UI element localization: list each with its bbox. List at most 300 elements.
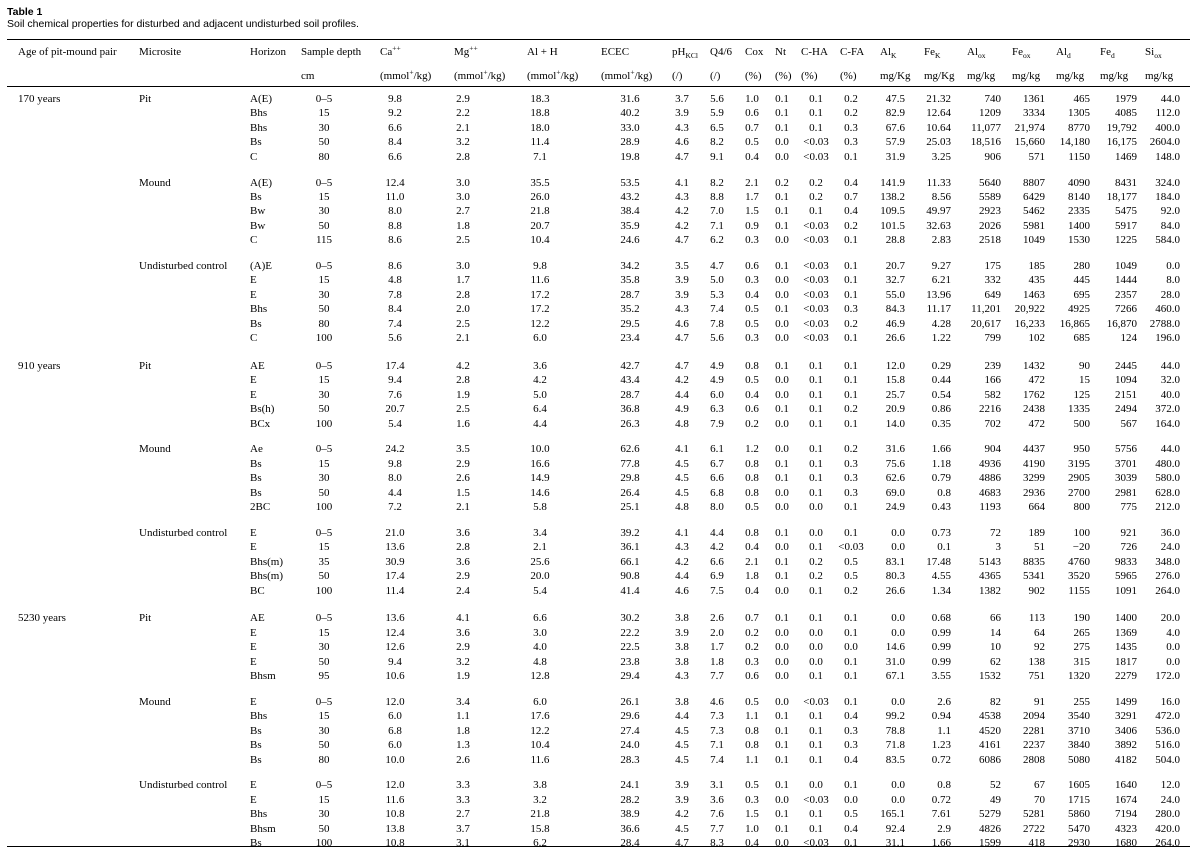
table-cell: 2281 [1023, 724, 1045, 737]
table-cell: 0.1 [844, 501, 858, 513]
table-cell: 102 [1028, 332, 1045, 344]
table-cell: 0.5 [745, 303, 759, 316]
table-cell: 0.4 [844, 710, 858, 723]
table-cell: 4.8 [388, 274, 402, 287]
table-cell: 1.5 [745, 205, 759, 218]
table-cell: 99.2 [885, 710, 905, 723]
table-caption-block [7, 6, 359, 30]
column-unit [1056, 70, 1084, 82]
table-cell: 685 [1073, 332, 1090, 344]
table-cell: 0.2 [844, 107, 858, 120]
table-cell: 31.9 [885, 150, 905, 163]
table-cell: 2.1 [745, 176, 759, 189]
table-cell: 1463 [1023, 288, 1045, 301]
column-header-main: Al [880, 46, 891, 58]
table-cell: 35.2 [620, 303, 640, 316]
microsite-label: Pit [139, 93, 152, 105]
table-cell: 1382 [979, 584, 1001, 597]
table-cell: 372.0 [1155, 403, 1180, 416]
table-cell: 2.2 [456, 107, 470, 120]
table-cell: 3.55 [931, 670, 951, 682]
column-unit [924, 70, 955, 82]
table-cell: 0.0 [775, 486, 789, 499]
table-cell: 0.0 [775, 584, 789, 597]
column-unit-superscript: + [409, 67, 414, 77]
table-cell: −20 [1072, 541, 1090, 554]
table-cell: 0.6 [745, 403, 759, 416]
table-cell: 90.8 [620, 570, 640, 583]
column-header-subscript: ox [978, 51, 986, 61]
table-cell: 3.9 [675, 288, 689, 301]
column-unit-text: (/) [710, 70, 721, 82]
table-cell: 3.6 [456, 555, 470, 568]
column-header [672, 46, 698, 61]
column-header [840, 46, 864, 58]
table-cell: 4.9 [675, 403, 689, 416]
table-cell: 0.0 [775, 541, 789, 554]
table-cell: 0.0 [891, 779, 905, 792]
table-cell: 2.6 [937, 695, 951, 708]
table-cell: 7.7 [710, 822, 724, 835]
column-unit [672, 70, 682, 82]
table-cell: 8.0 [388, 205, 402, 218]
table-cell: 40.0 [1160, 388, 1180, 401]
table-cell: 23.4 [620, 332, 640, 344]
table-cell: 8835 [1023, 555, 1045, 568]
table-cell: 1.8 [456, 724, 470, 737]
header-microsite: Microsite [139, 46, 182, 58]
table-cell: 1155 [1068, 584, 1090, 597]
table-cell: 0.1 [844, 359, 858, 372]
table-cell: 0.86 [931, 403, 951, 416]
table-cell: 0.1 [775, 205, 789, 218]
table-cell: 1.5 [745, 808, 759, 821]
table-cell: 125 [1073, 388, 1090, 401]
column-unit-text: (%) [801, 70, 818, 82]
table-cell: 34.2 [620, 260, 640, 272]
table-cell: 4.4 [533, 417, 547, 430]
table-cell: 2216 [979, 403, 1001, 416]
table-cell: 10.8 [385, 837, 405, 849]
table-cell: 80 [318, 150, 330, 163]
horizon-cell: Bs(h) [250, 403, 275, 416]
table-cell: 0.5 [844, 808, 858, 821]
table-cell: 0.0 [809, 655, 823, 668]
table-cell: 1762 [1023, 388, 1045, 401]
table-cell: 4.8 [533, 655, 547, 668]
table-cell: 12.0 [885, 359, 905, 372]
table-cell: 7.4 [388, 317, 402, 330]
table-cell: 0.7 [844, 190, 858, 203]
column-unit-superscript: + [556, 67, 561, 77]
table-cell: 7.1 [710, 219, 724, 232]
table-cell: 50 [318, 219, 330, 232]
table-cell: 1.66 [931, 837, 951, 849]
table-cell: 6.6 [710, 472, 724, 485]
table-cell: 6086 [979, 753, 1001, 766]
table-cell: 0.0 [1166, 260, 1180, 272]
header-horizon: Horizon [250, 46, 287, 58]
table-cell: 239 [984, 359, 1001, 372]
table-cell: 4.3 [675, 541, 689, 554]
table-cell: 0.1 [844, 388, 858, 401]
table-cell: 799 [984, 332, 1001, 344]
table-cell: 0.3 [844, 486, 858, 499]
table-cell: 1.3 [456, 739, 470, 752]
table-cell: 23.8 [620, 655, 640, 668]
table-cell: 4.7 [675, 234, 689, 247]
table-cell: 2.9 [456, 570, 470, 583]
table-cell: 348.0 [1155, 555, 1180, 568]
table-cell: 1335 [1068, 403, 1090, 416]
table-cell: 4.6 [710, 695, 724, 708]
table-cell: 6.6 [710, 555, 724, 568]
table-cell: 775 [1120, 501, 1137, 513]
table-cell: 4.6 [675, 136, 689, 149]
microsite-label: Undisturbed control [139, 779, 228, 792]
table-cell: 418 [1028, 837, 1045, 849]
column-header-main: pH [672, 46, 686, 58]
table-cell: 0.44 [931, 374, 951, 387]
table-cell: 4.5 [675, 724, 689, 737]
table-cell: 1640 [1115, 779, 1137, 792]
table-cell: 460.0 [1155, 303, 1180, 316]
table-cell: 6.8 [388, 724, 402, 737]
table-cell: 5.6 [710, 332, 724, 344]
table-cell: 138 [1028, 655, 1045, 668]
table-cell: 0.1 [775, 260, 789, 272]
table-cell: 4.55 [931, 570, 951, 583]
table-cell: 0.29 [931, 359, 951, 372]
table-cell: 0–5 [315, 779, 333, 792]
table-cell: 16,175 [1106, 136, 1137, 149]
table-cell: 100 [1073, 526, 1090, 539]
table-cell: 62 [990, 655, 1001, 668]
table-cell: 1.8 [456, 219, 470, 232]
column-header-subscript: ox [1154, 51, 1162, 61]
table-cell: 0.1 [775, 93, 789, 105]
table-cell: 30 [318, 388, 330, 401]
horizon-cell: Bhs [250, 303, 268, 316]
table-cell: 0.0 [891, 695, 905, 708]
table-cell: 12.2 [530, 724, 550, 737]
table-cell: 0.1 [775, 359, 789, 372]
table-cell: 1817 [1115, 655, 1137, 668]
table-cell: 0.1 [809, 670, 823, 682]
table-cell: 480.0 [1155, 457, 1180, 470]
table-cell: 17.4 [385, 570, 405, 583]
table-cell: 75.6 [885, 457, 905, 470]
table-cell: 7.8 [710, 317, 724, 330]
table-cell: 49.97 [926, 205, 951, 218]
table-cell: 100 [315, 417, 333, 430]
column-header-main: C-HA [801, 46, 828, 58]
table-cell: 0.0 [844, 793, 858, 806]
table-cell: 4.2 [675, 219, 689, 232]
table-cell: 0.1 [809, 808, 823, 821]
table-cell: 0.1 [809, 417, 823, 430]
horizon-cell: Bhs(m) [250, 555, 283, 568]
table-cell: 5640 [979, 176, 1001, 189]
table-cell: 2923 [979, 205, 1001, 218]
table-cell: 36.1 [620, 541, 640, 554]
table-cell: 8.56 [931, 190, 951, 203]
table-cell: 4.5 [675, 486, 689, 499]
table-cell: 18.0 [530, 121, 550, 134]
table-cell: 0.0 [775, 150, 789, 163]
horizon-cell: E [250, 274, 257, 287]
table-cell: 21,974 [1014, 121, 1045, 134]
table-cell: 0.2 [745, 626, 759, 639]
table-cell: 0.1 [844, 695, 858, 708]
column-header [775, 46, 786, 58]
table-cell: 0.1 [809, 107, 823, 120]
table-cell: 4.4 [675, 570, 689, 583]
table-cell: 1.0 [745, 822, 759, 835]
table-cell: 0.5 [745, 317, 759, 330]
table-cell: 2.1 [456, 121, 470, 134]
table-cell: 115 [315, 234, 333, 247]
horizon-cell: Bs [250, 317, 262, 330]
table-cell: 0.1 [844, 670, 858, 682]
column-header [880, 46, 897, 61]
table-cell: 1605 [1068, 779, 1090, 792]
table-cell: 13.6 [385, 541, 405, 554]
table-cell: 9.8 [388, 457, 402, 470]
table-cell: 31.6 [620, 93, 640, 105]
table-cell: 28.4 [620, 837, 640, 849]
column-header-main: Fe [1100, 46, 1111, 58]
table-cell: 9.1 [710, 150, 724, 163]
column-unit-text: mg/kg [1100, 70, 1129, 82]
table-cell: 4437 [1023, 443, 1045, 456]
table-cell: 8.8 [710, 190, 724, 203]
table-cell: 12.4 [385, 626, 405, 639]
table-cell: 4760 [1068, 555, 1090, 568]
horizon-cell: Bs [250, 457, 262, 470]
table-cell: 0.1 [809, 121, 823, 134]
table-cell: 4.8 [675, 501, 689, 513]
table-cell: 0.1 [809, 93, 823, 105]
column-header [1145, 46, 1162, 61]
table-cell: 0.1 [775, 570, 789, 583]
table-cell: 20.0 [530, 570, 550, 583]
table-cell: 0.99 [931, 626, 951, 639]
table-cell: 24.6 [620, 234, 640, 247]
table-cell: 7.3 [710, 724, 724, 737]
column-header-main: Sample depth [301, 46, 362, 58]
table-cell: 0.54 [931, 388, 951, 401]
table-cell: 3291 [1115, 710, 1137, 723]
table-cell: 1209 [979, 107, 1001, 120]
table-cell: 4.2 [675, 205, 689, 218]
table-cell: 8431 [1115, 176, 1137, 189]
table-cell: 3.6 [533, 359, 547, 372]
age-label: 170 years [18, 93, 61, 105]
table-cell: 0.1 [844, 260, 858, 272]
column-unit-text: (mmol [380, 70, 410, 82]
table-cell: 0.3 [745, 332, 759, 344]
table-cell: 2.1 [456, 332, 470, 344]
table-cell: 0.1 [775, 403, 789, 416]
table-cell: 3.3 [456, 779, 470, 792]
table-cell: 0.1 [809, 724, 823, 737]
table-cell: 95 [318, 670, 330, 682]
table-cell: 7.0 [710, 205, 724, 218]
table-cell: <0.03 [803, 234, 829, 247]
table-cell: 6.0 [533, 332, 547, 344]
table-cell: 0.1 [844, 655, 858, 668]
table-cell: 77.8 [620, 457, 640, 470]
table-cell: 10 [990, 641, 1001, 654]
table-cell: 1094 [1115, 374, 1137, 387]
table-cell: 1432 [1023, 359, 1045, 372]
table-cell: 0.99 [931, 641, 951, 654]
table-cell: 10.8 [385, 808, 405, 821]
column-unit-text: (mmol [527, 70, 557, 82]
table-cell: 5281 [1023, 808, 1045, 821]
table-cell: 165.1 [880, 808, 905, 821]
table-cell: 12.4 [385, 176, 405, 189]
table-cell: 1.0 [745, 93, 759, 105]
table-cell: 20.7 [885, 260, 905, 272]
table-cell: 22.5 [620, 641, 640, 654]
table-cell: 2788.0 [1149, 317, 1180, 330]
table-cell: 50 [318, 822, 330, 835]
table-cell: 3520 [1068, 570, 1090, 583]
table-cell: 0.2 [745, 417, 759, 430]
horizon-cell: C [250, 332, 258, 344]
table-cell: 0.4 [844, 822, 858, 835]
table-cell: 47.5 [885, 93, 905, 105]
table-cell: 0.0 [775, 374, 789, 387]
table-cell: 0.1 [844, 779, 858, 792]
table-cell: 4.7 [710, 260, 724, 272]
table-cell: 580.0 [1155, 472, 1180, 485]
table-cell: 28.8 [885, 234, 905, 247]
table-cell: 14,180 [1059, 136, 1090, 149]
table-cell: 4323 [1115, 822, 1137, 835]
column-unit-tail: /kg) [487, 70, 506, 82]
horizon-cell: Bs [250, 739, 262, 752]
table-cell: 18.8 [530, 107, 550, 120]
table-cell: 2.8 [456, 541, 470, 554]
table-cell: 8770 [1068, 121, 1090, 134]
table-cell: 7.61 [931, 808, 951, 821]
table-cell: 189 [1028, 526, 1045, 539]
table-cell: <0.03 [803, 219, 829, 232]
column-header [380, 43, 401, 58]
column-unit [775, 70, 792, 82]
table-cell: 1.5 [456, 486, 470, 499]
horizon-cell: Bw [250, 219, 266, 232]
table-cell: 2357 [1115, 288, 1137, 301]
table-cell: 5279 [979, 808, 1001, 821]
table-cell: 24.2 [385, 443, 405, 456]
table-cell: 3.9 [675, 107, 689, 120]
table-cell: 0.1 [809, 739, 823, 752]
table-cell: 0.4 [745, 837, 759, 849]
table-cell: 2.9 [456, 93, 470, 105]
table-cell: 0.6 [745, 107, 759, 120]
table-cell: 40.2 [620, 107, 640, 120]
table-cell: 0.0 [775, 317, 789, 330]
table-cell: 400.0 [1155, 121, 1180, 134]
table-cell: 30 [318, 724, 330, 737]
table-cell: 8.8 [388, 219, 402, 232]
column-unit-text: (/) [672, 70, 683, 82]
table-cell: 4.1 [675, 176, 689, 189]
table-cell: 12.8 [530, 670, 550, 682]
table-cell: 35.8 [620, 274, 640, 287]
table-cell: 4.2 [710, 541, 724, 554]
table-cell: <0.03 [803, 303, 829, 316]
table-cell: 109.5 [880, 205, 905, 218]
table-cell: 7.3 [710, 710, 724, 723]
table-cell: 4538 [979, 710, 1001, 723]
table-cell: 36.6 [620, 822, 640, 835]
table-cell: 14.0 [885, 417, 905, 430]
table-cell: 8.0 [1166, 274, 1180, 287]
table-cell: 57.9 [885, 136, 905, 149]
table-cell: 0.2 [844, 403, 858, 416]
table-cell: 55.0 [885, 288, 905, 301]
table-cell: 15 [1079, 374, 1090, 387]
horizon-cell: Bhsm [250, 670, 276, 682]
table-cell: 11,201 [971, 303, 1001, 316]
table-cell: 264.0 [1155, 837, 1180, 849]
table-cell: 11.17 [926, 303, 951, 316]
table-cell: 19.8 [620, 150, 640, 163]
table-cell: 906 [984, 150, 1001, 163]
table-cell: 2936 [1023, 486, 1045, 499]
column-unit-text: mg/kg [967, 70, 996, 82]
table-cell: 3.5 [675, 260, 689, 272]
horizon-cell: Bs [250, 136, 262, 149]
table-cell: 0–5 [315, 526, 333, 539]
table-cell: 0.0 [775, 388, 789, 401]
table-cell: 4161 [979, 739, 1001, 752]
column-unit [1100, 70, 1128, 82]
table-cell: <0.03 [803, 150, 829, 163]
column-unit-text: (%) [775, 70, 792, 82]
table-cell: 1150 [1068, 150, 1090, 163]
column-unit-text: mg/Kg [924, 70, 955, 82]
microsite-label: Pit [139, 359, 152, 372]
table-cell: 175 [984, 260, 1001, 272]
microsite-label: Mound [139, 695, 171, 708]
table-cell: 30.9 [385, 555, 405, 568]
table-cell: 751 [1028, 670, 1045, 682]
table-cell: 255 [1073, 695, 1090, 708]
table-cell: 0.5 [745, 779, 759, 792]
table-cell: 0.1 [809, 486, 823, 499]
table-cell: 7194 [1115, 808, 1137, 821]
table-cell: 24.0 [1160, 793, 1180, 806]
table-cell: 904 [984, 443, 1001, 456]
table-cell: 3701 [1115, 457, 1137, 470]
table-cell: 0.1 [844, 234, 858, 247]
table-cell: 50 [318, 403, 330, 416]
table-cell: 0.35 [931, 417, 951, 430]
table-cell: 83.5 [885, 753, 905, 766]
table-cell: 18.3 [530, 93, 550, 105]
table-cell: 4683 [979, 486, 1001, 499]
table-cell: 164.0 [1155, 417, 1180, 430]
table-cell: 112.0 [1155, 107, 1180, 120]
table-cell: 29.6 [620, 710, 640, 723]
table-cell: 0.3 [844, 457, 858, 470]
